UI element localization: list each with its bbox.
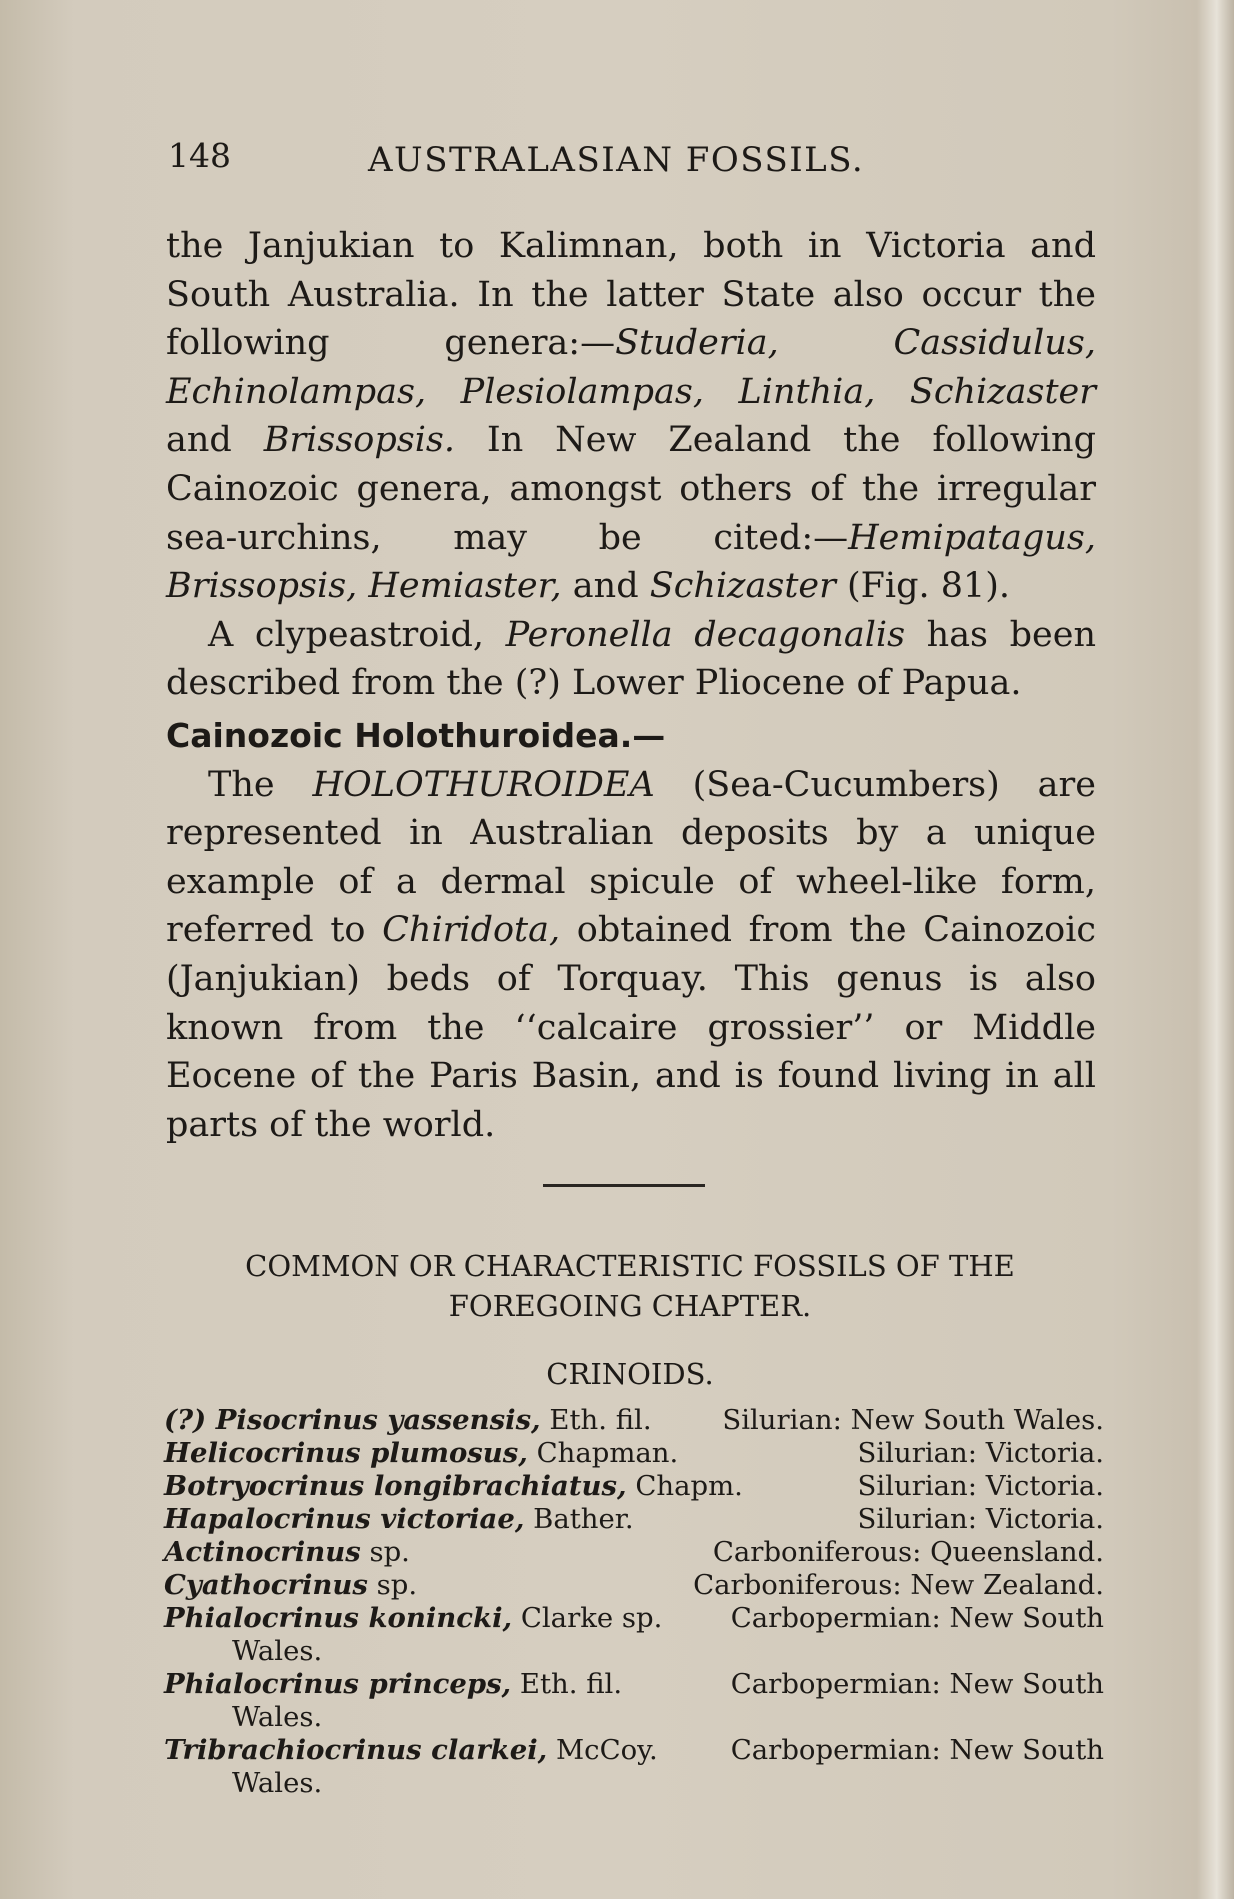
section-heading-holothuroidea: Cainozoic Holothuroidea.— [166, 715, 666, 755]
p1-run-4: In New Zealand the following Cainozoic genera, amongst others of the irregular sea-urchins, may be cited:— [166, 420, 1096, 558]
fossil-occurrence: Silurian: Victoria. [857, 1503, 1104, 1535]
p2-run-1: Peronella decagonalis [505, 614, 906, 655]
fossil-author: sp. [367, 1569, 418, 1601]
fossil-author: Bather. [524, 1503, 634, 1535]
fossil-entry-line [164, 1503, 1104, 1536]
p1-run-2: and [166, 420, 264, 461]
fossil-species-name: Hapalocrinus victoriae, [164, 1503, 525, 1535]
fossil-entry [164, 1470, 1104, 1503]
p2-run-0: A clypeastroid, [208, 614, 506, 655]
fossil-species-name: Tribrachiocrinus clarkei, [164, 1734, 548, 1766]
p3-run-0: The [208, 764, 313, 805]
fossil-occurrence: Carboniferous: Queensland. [712, 1536, 1104, 1568]
p3-run-2: (Sea-Cucumbers) are represented in Australian deposits by a unique example of a dermal spicule of wheel-like form, referred to [166, 764, 1096, 951]
paragraph-echinoids [166, 222, 1096, 611]
page-header [168, 136, 1088, 186]
fossil-species [164, 1404, 652, 1437]
fossil-entry [164, 1404, 1104, 1437]
fossil-occurrence: Carboniferous: New Zealand. [693, 1569, 1104, 1601]
fossil-occurrence: Silurian: Victoria. [857, 1437, 1104, 1469]
fossil-species-name: Phialocrinus konincki, [164, 1602, 513, 1634]
fossil-list-title: COMMON OR CHARACTERISTIC FOSSILS OF THE FOREGOING CHAPTER. [245, 1249, 1015, 1323]
fossil-author: Chapm. [626, 1470, 743, 1502]
body-text [166, 222, 1096, 1149]
fossil-species [164, 1734, 658, 1767]
fossil-species [164, 1437, 678, 1470]
fossil-entry-line [164, 1668, 1104, 1701]
p1-run-8: (Fig. 81). [835, 566, 1011, 607]
fossil-entry [164, 1536, 1104, 1569]
fossil-occurrence: Carbopermian: New South [730, 1602, 1104, 1634]
fossil-author: Eth. fil. [540, 1404, 652, 1436]
fossil-species [164, 1470, 743, 1503]
fossil-occurrence: Silurian: New South Wales. [722, 1404, 1104, 1436]
fossil-species [164, 1569, 417, 1602]
p3-run-1: HOLOTHUROIDEA [312, 764, 655, 805]
fossil-entry-line [164, 1470, 1104, 1503]
fossil-entry-line [164, 1437, 1104, 1470]
fossil-entry [164, 1569, 1104, 1602]
fossil-author: sp. [360, 1536, 410, 1568]
fossil-author: Chapman. [527, 1437, 679, 1469]
fossil-occurrence-continued: Wales. [232, 1767, 323, 1799]
p2-run-2: has been described from the (?) Lower Pliocene of Papua. [166, 614, 1097, 704]
p3-run-3: Chiridota, [382, 910, 561, 951]
fossil-occurrence: Carbopermian: New South [730, 1668, 1104, 1700]
fossil-species-name: Phialocrinus princeps, [164, 1668, 512, 1700]
section-divider [543, 1184, 705, 1187]
fossil-list [164, 1404, 1104, 1800]
fossil-entry-line [164, 1734, 1104, 1767]
fossil-species-name: Actinocrinus [164, 1536, 361, 1568]
running-title: AUSTRALASIAN FOSSILS. [368, 140, 865, 180]
fossil-entry-line [164, 1569, 1104, 1602]
fossil-species-name: Helicocrinus plumosus, [164, 1437, 528, 1469]
fossil-species [164, 1668, 622, 1701]
p1-run-7: Schizaster [649, 566, 836, 607]
p1-run-0: the Janjukian to Kalimnan, both in Victoria and South Australia. In the latter State also occur the following genera:— [166, 226, 1096, 364]
fossil-entry [164, 1602, 1104, 1668]
fossil-author: Clarke sp. [512, 1602, 663, 1634]
p1-run-5: Hemipatagus, Brissopsis, Hemiaster, [166, 517, 1096, 607]
fossil-prefix: (?) [164, 1404, 216, 1436]
fossil-entry-line [164, 1602, 1104, 1635]
fossil-occurrence-continued: Wales. [232, 1635, 323, 1667]
fossil-species-name: Cyathocrinus [164, 1569, 368, 1601]
fossil-species [164, 1602, 662, 1635]
fossil-entry [164, 1437, 1104, 1470]
paragraph-clypeastroid [166, 611, 1096, 708]
paragraph-holothuroidea [166, 761, 1096, 1150]
page-number: 148 [168, 136, 231, 175]
fossil-entry-line [164, 1536, 1104, 1569]
fossil-species-name: Pisocrinus yassensis, [215, 1404, 541, 1436]
fossil-entry [164, 1734, 1104, 1800]
p3-run-4: obtained from the Cainozoic (Janjukian) beds of Torquay. This genus is also known from the ‘‘calcaire grossier’’ or Middle Eocene of the Paris Basin, and is found living in all parts of the world. [166, 910, 1096, 1145]
fossil-species [164, 1503, 634, 1536]
fossil-species [164, 1536, 410, 1569]
fossil-occurrence: Silurian: Victoria. [857, 1470, 1104, 1502]
fossil-occurrence: Carbopermian: New South [730, 1734, 1104, 1766]
p1-run-1: Studeria, Cassidulus, Echinolampas, Plesiolampas, Linthia, Schizaster [166, 323, 1096, 412]
fossil-author: McCoy. [547, 1734, 658, 1766]
fossil-author: Eth. fil. [511, 1668, 623, 1700]
fossil-occurrence-continued: Wales. [232, 1701, 323, 1733]
crinoids-subtitle: CRINOIDS. [546, 1357, 714, 1391]
p1-run-3: Brissopsis. [263, 420, 456, 461]
fossil-entry-line [164, 1404, 1104, 1437]
p1-run-6: and [561, 566, 650, 607]
fossil-entry [164, 1668, 1104, 1734]
fossil-species-name: Botryocrinus longibrachiatus, [164, 1470, 627, 1502]
fossil-entry [164, 1503, 1104, 1536]
